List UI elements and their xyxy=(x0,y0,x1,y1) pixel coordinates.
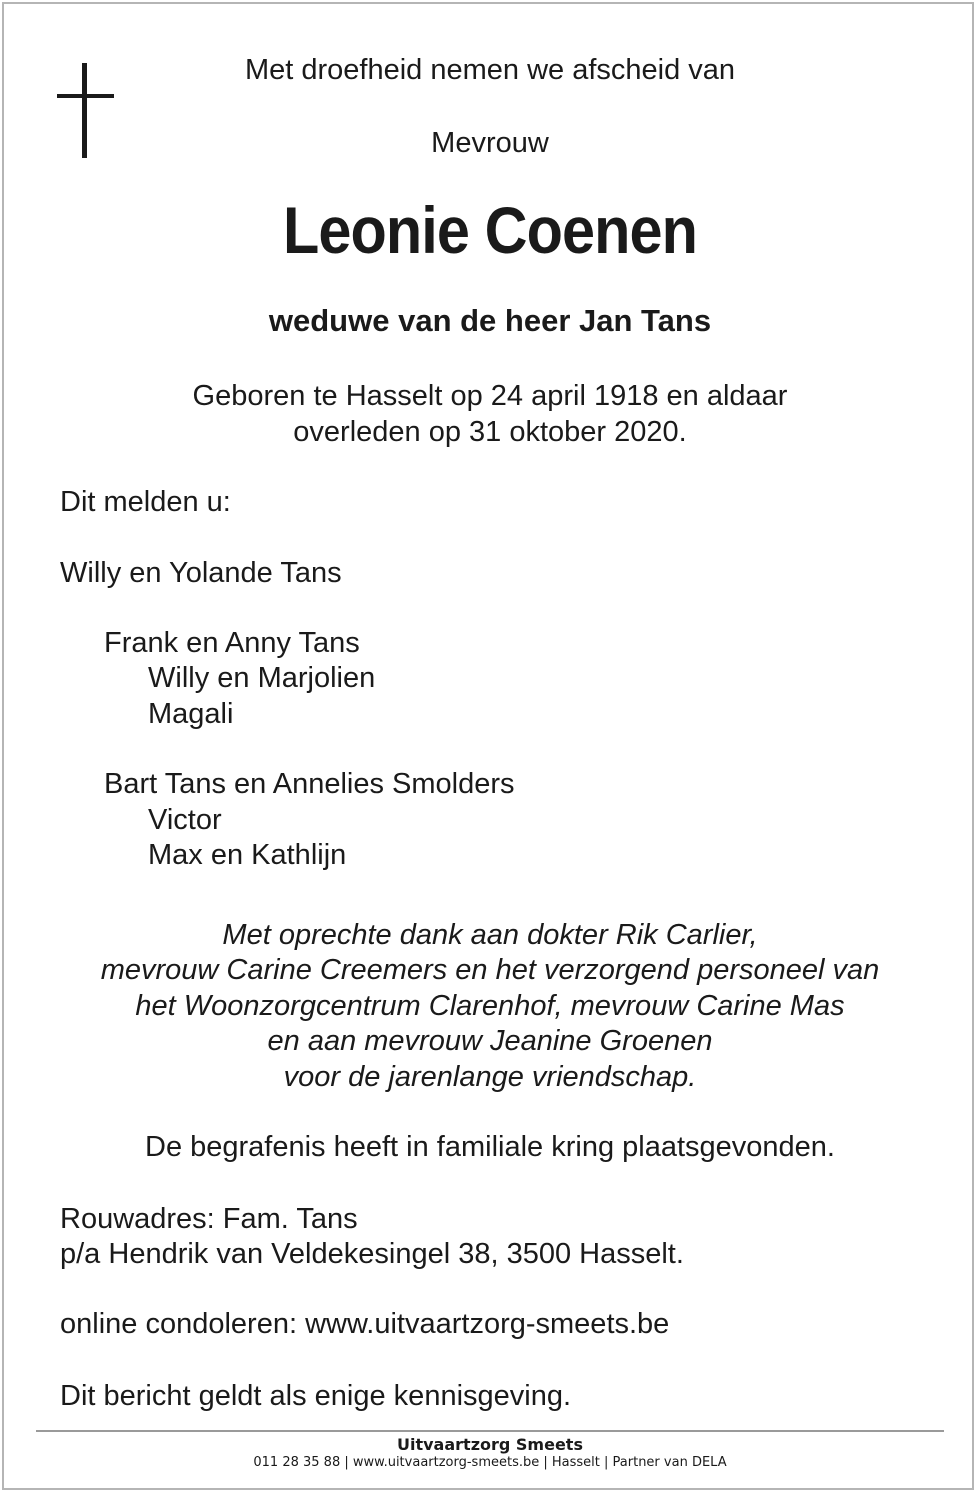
notice-text: Dit bericht geldt als enige kennisgeving. xyxy=(60,1380,572,1412)
title-prefix: Mevrouw xyxy=(431,127,549,159)
family-member: Magali xyxy=(148,698,234,730)
thanks-line: en aan mevrouw Jeanine Groenen xyxy=(267,1025,713,1057)
thanks-line: het Woonzorgcentrum Clarenhof, mevrouw Carine Mas xyxy=(135,990,845,1022)
family-member: Victor xyxy=(148,804,222,836)
footer-divider xyxy=(36,1430,944,1432)
birth-line-2: overleden op 31 oktober 2020. xyxy=(293,416,687,448)
family-member: Bart Tans en Annelies Smolders xyxy=(104,768,515,800)
thanks-line: voor de jarenlange vriendschap. xyxy=(283,1061,697,1093)
deceased-name: Leonie Coenen xyxy=(282,193,698,267)
announcers-intro: Dit melden u: xyxy=(60,486,231,518)
footer-info: 011 28 35 88 | www.uitvaartzorg-smeets.be | Hasselt | Partner van DELA xyxy=(253,1455,727,1470)
address-line-1: Rouwadres: Fam. Tans xyxy=(60,1203,358,1235)
funeral-note: De begrafenis heeft in familiale kring plaatsgevonden. xyxy=(145,1131,835,1163)
intro-text: Met droefheid nemen we afscheid van xyxy=(244,54,736,86)
address-line-2: p/a Hendrik van Veldekesingel 38, 3500 Hasselt. xyxy=(60,1238,684,1270)
widow-of: weduwe van de heer Jan Tans xyxy=(268,303,712,338)
family-member: Willy en Marjolien xyxy=(148,662,376,694)
family-member: Max en Kathlijn xyxy=(148,839,347,871)
family-member: Frank en Anny Tans xyxy=(104,627,360,659)
family-member: Willy en Yolande Tans xyxy=(60,557,342,589)
footer-company: Uitvaartzorg Smeets xyxy=(397,1435,583,1454)
online-condolence: online condoleren: www.uitvaartzorg-smeets.be xyxy=(60,1308,670,1340)
thanks-line: Met oprechte dank aan dokter Rik Carlier, xyxy=(222,919,758,951)
thanks-line: mevrouw Carine Creemers en het verzorgend personeel van xyxy=(100,954,880,986)
birth-line-1: Geboren te Hasselt op 24 april 1918 en aldaar xyxy=(192,380,788,412)
